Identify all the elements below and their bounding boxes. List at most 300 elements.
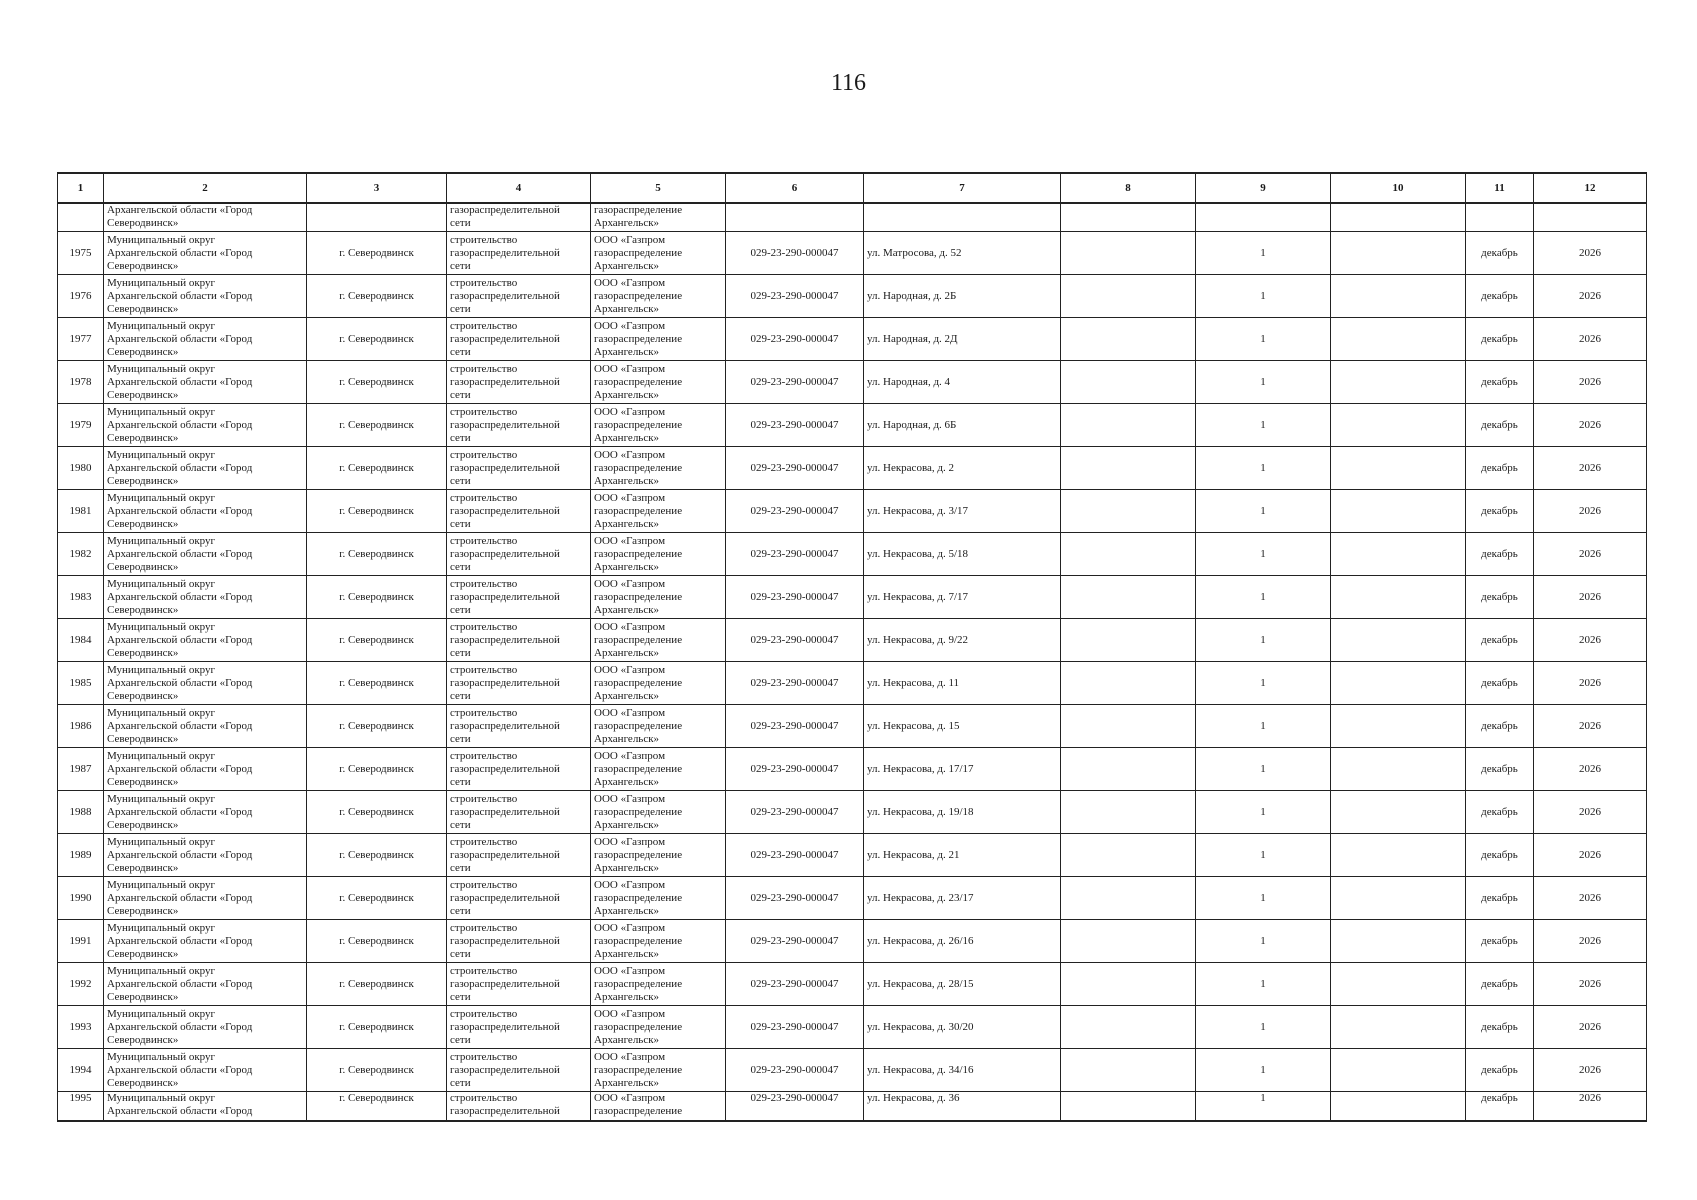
- cell-col-6: 029-23-290-000047: [726, 963, 864, 1006]
- cell-col-12: 2026: [1534, 619, 1647, 662]
- cell-col-3: г. Северодвинск: [307, 447, 447, 490]
- table-row: [58, 1049, 1647, 1092]
- cell-col-6: 029-23-290-000047: [726, 447, 864, 490]
- table-row: [58, 662, 1647, 705]
- cell-col-11: декабрь: [1466, 705, 1534, 748]
- cell-col-9: 1: [1196, 404, 1331, 447]
- cell-col-12: 2026: [1534, 791, 1647, 834]
- cell-col-2: Муниципальный округ Архангельской области «Город Северодвинск»: [104, 361, 307, 404]
- cell-col-12: 2026: [1534, 275, 1647, 318]
- continued-cell-8: [1061, 203, 1196, 232]
- cell-col-12: 2026: [1534, 1049, 1647, 1092]
- cell-col-9: 1: [1196, 877, 1331, 920]
- cell-col-10: [1331, 404, 1466, 447]
- cell-col-11: декабрь: [1466, 963, 1534, 1006]
- cell-col-4: строительство газораспределительной сети: [447, 1049, 591, 1092]
- cell-col-4: строительство газораспределительной сети: [447, 361, 591, 404]
- cell-col-3: г. Северодвинск: [307, 576, 447, 619]
- cell-col-1: 1986: [58, 705, 104, 748]
- column-header-4: 4: [447, 173, 591, 203]
- cell-col-6: 029-23-290-000047: [726, 791, 864, 834]
- cell-col-5: ООО «Газпром газораспределение: [591, 1092, 726, 1122]
- cell-col-8: [1061, 533, 1196, 576]
- cell-col-8: [1061, 275, 1196, 318]
- cell-col-11: декабрь: [1466, 662, 1534, 705]
- cell-col-10: [1331, 920, 1466, 963]
- cell-col-5: ООО «Газпром газораспределение Архангельск»: [591, 275, 726, 318]
- cell-col-9: 1: [1196, 533, 1331, 576]
- cell-col-11: декабрь: [1466, 834, 1534, 877]
- cell-col-6: 029-23-290-000047: [726, 705, 864, 748]
- cell-col-12: 2026: [1534, 576, 1647, 619]
- cell-col-9: 1: [1196, 318, 1331, 361]
- cell-col-10: [1331, 318, 1466, 361]
- cell-col-4: строительство газораспределительной сети: [447, 318, 591, 361]
- cell-col-8: [1061, 963, 1196, 1006]
- cell-col-8: [1061, 920, 1196, 963]
- column-header-3: 3: [307, 173, 447, 203]
- table-row: [58, 404, 1647, 447]
- cell-col-11: декабрь: [1466, 920, 1534, 963]
- cell-col-12: 2026: [1534, 705, 1647, 748]
- cell-col-2: Муниципальный округ Архангельской области «Город Северодвинск»: [104, 791, 307, 834]
- cell-col-11: декабрь: [1466, 318, 1534, 361]
- cell-col-6: 029-23-290-000047: [726, 1092, 864, 1122]
- table-row: [58, 619, 1647, 662]
- cell-col-1: 1988: [58, 791, 104, 834]
- table-row: [58, 275, 1647, 318]
- cell-col-10: [1331, 1049, 1466, 1092]
- cell-col-2: Муниципальный округ Архангельской области «Город Северодвинск»: [104, 1006, 307, 1049]
- cell-col-1: 1979: [58, 404, 104, 447]
- cell-col-2: Муниципальный округ Архангельской области «Город Северодвинск»: [104, 447, 307, 490]
- cell-col-5: ООО «Газпром газораспределение Архангельск»: [591, 662, 726, 705]
- cell-col-5: ООО «Газпром газораспределение Архангельск»: [591, 361, 726, 404]
- table-row: [58, 834, 1647, 877]
- cell-col-2: Муниципальный округ Архангельской области «Город Северодвинск»: [104, 490, 307, 533]
- cell-col-12: 2026: [1534, 877, 1647, 920]
- cell-col-10: [1331, 662, 1466, 705]
- cell-col-6: 029-23-290-000047: [726, 662, 864, 705]
- column-header-11: 11: [1466, 173, 1534, 203]
- cell-col-4: строительство газораспределительной сети: [447, 404, 591, 447]
- cell-col-3: г. Северодвинск: [307, 1049, 447, 1092]
- cell-col-7: ул. Некрасова, д. 23/17: [864, 877, 1061, 920]
- cell-col-7: ул. Некрасова, д. 26/16: [864, 920, 1061, 963]
- cell-col-8: [1061, 1006, 1196, 1049]
- cell-col-6: 029-23-290-000047: [726, 920, 864, 963]
- cell-col-12: 2026: [1534, 1092, 1647, 1122]
- cell-col-2: Муниципальный округ Архангельской области «Город Северодвинск»: [104, 920, 307, 963]
- cell-col-4: строительство газораспределительной сети: [447, 275, 591, 318]
- column-header-1: 1: [58, 173, 104, 203]
- cell-col-1: 1992: [58, 963, 104, 1006]
- cell-col-9: 1: [1196, 275, 1331, 318]
- column-header-8: 8: [1061, 173, 1196, 203]
- cell-col-11: декабрь: [1466, 576, 1534, 619]
- cell-col-8: [1061, 404, 1196, 447]
- continued-cell-7: [864, 203, 1061, 232]
- cell-col-2: Муниципальный округ Архангельской области «Город Северодвинск»: [104, 576, 307, 619]
- cell-col-8: [1061, 1049, 1196, 1092]
- cell-col-6: 029-23-290-000047: [726, 877, 864, 920]
- cell-col-10: [1331, 619, 1466, 662]
- cell-col-7: ул. Некрасова, д. 2: [864, 447, 1061, 490]
- cell-col-10: [1331, 533, 1466, 576]
- cell-col-4: строительство газораспределительной сети: [447, 576, 591, 619]
- cell-col-7: ул. Народная, д. 2Б: [864, 275, 1061, 318]
- cell-col-12: 2026: [1534, 662, 1647, 705]
- cell-col-11: декабрь: [1466, 877, 1534, 920]
- cell-col-4: строительство газораспределительной сети: [447, 447, 591, 490]
- cell-col-1: 1995: [58, 1092, 104, 1122]
- cell-col-1: 1984: [58, 619, 104, 662]
- cell-col-7: ул. Матросова, д. 52: [864, 232, 1061, 275]
- register-table: [57, 172, 1647, 1122]
- cell-col-11: декабрь: [1466, 275, 1534, 318]
- cell-col-4: строительство газораспределительной сети: [447, 920, 591, 963]
- cell-col-10: [1331, 877, 1466, 920]
- cell-col-11: декабрь: [1466, 1092, 1534, 1122]
- cell-col-10: [1331, 834, 1466, 877]
- cell-col-10: [1331, 275, 1466, 318]
- cell-col-9: 1: [1196, 834, 1331, 877]
- cell-col-9: 1: [1196, 490, 1331, 533]
- cell-col-5: ООО «Газпром газораспределение Архангельск»: [591, 1006, 726, 1049]
- cell-col-5: ООО «Газпром газораспределение Архангельск»: [591, 1049, 726, 1092]
- cell-col-9: 1: [1196, 748, 1331, 791]
- cell-col-6: 029-23-290-000047: [726, 404, 864, 447]
- cell-col-3: г. Северодвинск: [307, 533, 447, 576]
- cell-col-1: 1975: [58, 232, 104, 275]
- cell-col-9: 1: [1196, 1092, 1331, 1122]
- cell-col-3: г. Северодвинск: [307, 232, 447, 275]
- cell-col-2: Муниципальный округ Архангельской области «Город Северодвинск»: [104, 834, 307, 877]
- cell-col-2: Муниципальный округ Архангельской области «Город Северодвинск»: [104, 1049, 307, 1092]
- cell-col-1: 1982: [58, 533, 104, 576]
- cell-col-6: 029-23-290-000047: [726, 1006, 864, 1049]
- cell-col-6: 029-23-290-000047: [726, 533, 864, 576]
- cell-col-6: 029-23-290-000047: [726, 490, 864, 533]
- table-row: [58, 576, 1647, 619]
- cell-col-8: [1061, 576, 1196, 619]
- cell-col-8: [1061, 490, 1196, 533]
- cell-col-3: г. Северодвинск: [307, 963, 447, 1006]
- cell-col-5: ООО «Газпром газораспределение Архангельск»: [591, 748, 726, 791]
- cell-col-7: ул. Некрасова, д. 3/17: [864, 490, 1061, 533]
- table-row: [58, 920, 1647, 963]
- cell-col-7: ул. Некрасова, д. 17/17: [864, 748, 1061, 791]
- continued-cell-1: [58, 203, 104, 232]
- cell-col-11: декабрь: [1466, 1006, 1534, 1049]
- column-header-10: 10: [1331, 173, 1466, 203]
- cell-col-5: ООО «Газпром газораспределение Архангельск»: [591, 447, 726, 490]
- cell-col-3: г. Северодвинск: [307, 361, 447, 404]
- cell-col-3: г. Северодвинск: [307, 275, 447, 318]
- cell-col-5: ООО «Газпром газораспределение Архангельск»: [591, 877, 726, 920]
- cell-col-8: [1061, 361, 1196, 404]
- cell-col-10: [1331, 705, 1466, 748]
- cell-col-4: строительство газораспределительной сети: [447, 877, 591, 920]
- cell-col-3: г. Северодвинск: [307, 877, 447, 920]
- cell-col-9: 1: [1196, 662, 1331, 705]
- cell-col-9: 1: [1196, 920, 1331, 963]
- cell-col-6: 029-23-290-000047: [726, 275, 864, 318]
- cell-col-11: декабрь: [1466, 748, 1534, 791]
- cell-col-8: [1061, 662, 1196, 705]
- cell-col-1: 1985: [58, 662, 104, 705]
- cell-col-9: 1: [1196, 447, 1331, 490]
- cell-col-5: ООО «Газпром газораспределение Архангельск»: [591, 576, 726, 619]
- cell-col-6: 029-23-290-000047: [726, 1049, 864, 1092]
- cell-col-2: Муниципальный округ Архангельской области «Город Северодвинск»: [104, 232, 307, 275]
- page-number: 116: [830, 70, 867, 96]
- cell-col-8: [1061, 318, 1196, 361]
- continued-cell-3: [307, 203, 447, 232]
- cell-col-1: 1983: [58, 576, 104, 619]
- table-row: [58, 1006, 1647, 1049]
- cell-col-8: [1061, 748, 1196, 791]
- cell-col-5: ООО «Газпром газораспределение Архангельск»: [591, 705, 726, 748]
- cell-col-10: [1331, 576, 1466, 619]
- table-row: [58, 791, 1647, 834]
- cell-col-9: 1: [1196, 963, 1331, 1006]
- cell-col-8: [1061, 447, 1196, 490]
- cell-col-12: 2026: [1534, 361, 1647, 404]
- cell-col-2: Муниципальный округ Архангельской области «Город Северодвинск»: [104, 705, 307, 748]
- cell-col-5: ООО «Газпром газораспределение Архангельск»: [591, 404, 726, 447]
- cell-col-2: Муниципальный округ Архангельской области «Город: [104, 1092, 307, 1122]
- cell-col-3: г. Северодвинск: [307, 404, 447, 447]
- cell-col-11: декабрь: [1466, 1049, 1534, 1092]
- cell-col-4: строительство газораспределительной: [447, 1092, 591, 1122]
- cell-col-8: [1061, 1092, 1196, 1122]
- cell-col-2: Муниципальный округ Архангельской области «Город Северодвинск»: [104, 748, 307, 791]
- cell-col-7: ул. Народная, д. 4: [864, 361, 1061, 404]
- cell-col-7: ул. Народная, д. 2Д: [864, 318, 1061, 361]
- cell-col-5: ООО «Газпром газораспределение Архангельск»: [591, 834, 726, 877]
- cell-col-7: ул. Некрасова, д. 5/18: [864, 533, 1061, 576]
- cell-col-3: г. Северодвинск: [307, 748, 447, 791]
- cell-col-6: 029-23-290-000047: [726, 619, 864, 662]
- continued-row: [58, 203, 1647, 232]
- table-row: [58, 877, 1647, 920]
- cell-col-11: декабрь: [1466, 447, 1534, 490]
- continued-cell-12: [1534, 203, 1647, 232]
- cell-col-9: 1: [1196, 1049, 1331, 1092]
- table-row: [58, 963, 1647, 1006]
- cell-col-12: 2026: [1534, 533, 1647, 576]
- cell-col-1: 1989: [58, 834, 104, 877]
- cell-col-6: 029-23-290-000047: [726, 318, 864, 361]
- cell-col-10: [1331, 1006, 1466, 1049]
- cell-col-8: [1061, 834, 1196, 877]
- cell-col-8: [1061, 705, 1196, 748]
- cell-col-3: г. Северодвинск: [307, 834, 447, 877]
- cell-col-2: Муниципальный округ Архангельской области «Город Северодвинск»: [104, 318, 307, 361]
- cell-col-7: ул. Некрасова, д. 9/22: [864, 619, 1061, 662]
- cell-col-6: 029-23-290-000047: [726, 232, 864, 275]
- cell-col-6: 029-23-290-000047: [726, 576, 864, 619]
- continued-cell-11: [1466, 203, 1534, 232]
- cell-col-4: строительство газораспределительной сети: [447, 533, 591, 576]
- cell-col-12: 2026: [1534, 232, 1647, 275]
- cell-col-11: декабрь: [1466, 533, 1534, 576]
- cell-col-1: 1987: [58, 748, 104, 791]
- cell-col-4: строительство газораспределительной сети: [447, 705, 591, 748]
- cell-col-4: строительство газораспределительной сети: [447, 834, 591, 877]
- cell-col-4: строительство газораспределительной сети: [447, 490, 591, 533]
- cell-col-3: г. Северодвинск: [307, 490, 447, 533]
- cell-col-5: ООО «Газпром газораспределение Архангельск»: [591, 318, 726, 361]
- cell-col-4: строительство газораспределительной сети: [447, 232, 591, 275]
- cell-col-7: ул. Некрасова, д. 15: [864, 705, 1061, 748]
- cell-col-10: [1331, 361, 1466, 404]
- cell-col-1: 1976: [58, 275, 104, 318]
- continued-cell-5: газораспределение Архангельск»: [591, 203, 726, 232]
- cell-col-9: 1: [1196, 619, 1331, 662]
- table-row: [58, 232, 1647, 275]
- cell-col-12: 2026: [1534, 447, 1647, 490]
- cell-col-3: г. Северодвинск: [307, 791, 447, 834]
- table-row: [58, 361, 1647, 404]
- cell-col-1: 1981: [58, 490, 104, 533]
- cell-col-11: декабрь: [1466, 361, 1534, 404]
- cell-col-3: г. Северодвинск: [307, 1092, 447, 1122]
- column-header-7: 7: [864, 173, 1061, 203]
- cell-col-5: ООО «Газпром газораспределение Архангельск»: [591, 619, 726, 662]
- cell-col-5: ООО «Газпром газораспределение Архангельск»: [591, 232, 726, 275]
- cell-col-3: г. Северодвинск: [307, 705, 447, 748]
- cell-col-7: ул. Народная, д. 6Б: [864, 404, 1061, 447]
- table-row: [58, 490, 1647, 533]
- continued-cell-6: [726, 203, 864, 232]
- cell-col-11: декабрь: [1466, 619, 1534, 662]
- cell-col-10: [1331, 447, 1466, 490]
- cell-col-10: [1331, 232, 1466, 275]
- cell-col-12: 2026: [1534, 963, 1647, 1006]
- cell-col-1: 1990: [58, 877, 104, 920]
- cell-col-9: 1: [1196, 361, 1331, 404]
- cell-col-10: [1331, 490, 1466, 533]
- cell-col-7: ул. Некрасова, д. 11: [864, 662, 1061, 705]
- cell-col-7: ул. Некрасова, д. 19/18: [864, 791, 1061, 834]
- cell-col-7: ул. Некрасова, д. 7/17: [864, 576, 1061, 619]
- cell-col-8: [1061, 619, 1196, 662]
- table-body: [58, 203, 1647, 1121]
- header-row: [58, 173, 1647, 203]
- cell-col-4: строительство газораспределительной сети: [447, 662, 591, 705]
- cell-col-7: ул. Некрасова, д. 21: [864, 834, 1061, 877]
- cell-col-2: Муниципальный округ Архангельской области «Город Северодвинск»: [104, 275, 307, 318]
- cell-col-9: 1: [1196, 1006, 1331, 1049]
- cell-col-9: 1: [1196, 791, 1331, 834]
- cell-col-10: [1331, 748, 1466, 791]
- cell-col-2: Муниципальный округ Архангельской области «Город Северодвинск»: [104, 404, 307, 447]
- cell-col-5: ООО «Газпром газораспределение Архангельск»: [591, 963, 726, 1006]
- cell-col-12: 2026: [1534, 490, 1647, 533]
- cell-col-4: строительство газораспределительной сети: [447, 748, 591, 791]
- cell-col-5: ООО «Газпром газораспределение Архангельск»: [591, 791, 726, 834]
- cell-col-12: 2026: [1534, 1006, 1647, 1049]
- cell-col-6: 029-23-290-000047: [726, 748, 864, 791]
- cell-col-10: [1331, 1092, 1466, 1122]
- continued-cell-2: Архангельской области «Город Северодвинск»: [104, 203, 307, 232]
- cell-col-4: строительство газораспределительной сети: [447, 1006, 591, 1049]
- continued-cell-10: [1331, 203, 1466, 232]
- cell-col-10: [1331, 963, 1466, 1006]
- cell-col-6: 029-23-290-000047: [726, 834, 864, 877]
- cell-col-2: Муниципальный округ Архангельской области «Город Северодвинск»: [104, 619, 307, 662]
- cell-col-12: 2026: [1534, 834, 1647, 877]
- cell-col-3: г. Северодвинск: [307, 318, 447, 361]
- column-header-9: 9: [1196, 173, 1331, 203]
- cell-col-1: 1991: [58, 920, 104, 963]
- cell-col-9: 1: [1196, 576, 1331, 619]
- cell-col-3: г. Северодвинск: [307, 920, 447, 963]
- cell-col-11: декабрь: [1466, 791, 1534, 834]
- cell-col-3: г. Северодвинск: [307, 619, 447, 662]
- continued-cell-4: газораспределительной сети: [447, 203, 591, 232]
- continued-cell-9: [1196, 203, 1331, 232]
- column-header-12: 12: [1534, 173, 1647, 203]
- cell-col-4: строительство газораспределительной сети: [447, 619, 591, 662]
- cell-col-1: 1993: [58, 1006, 104, 1049]
- cell-col-12: 2026: [1534, 318, 1647, 361]
- table-row: [58, 447, 1647, 490]
- cell-col-8: [1061, 877, 1196, 920]
- cell-col-5: ООО «Газпром газораспределение Архангельск»: [591, 490, 726, 533]
- cell-col-2: Муниципальный округ Архангельской области «Город Северодвинск»: [104, 662, 307, 705]
- cell-col-1: 1980: [58, 447, 104, 490]
- cell-col-2: Муниципальный округ Архангельской области «Город Северодвинск»: [104, 533, 307, 576]
- cell-col-3: г. Северодвинск: [307, 662, 447, 705]
- cell-col-12: 2026: [1534, 748, 1647, 791]
- cell-col-2: Муниципальный округ Архангельской области «Город Северодвинск»: [104, 963, 307, 1006]
- cell-col-11: декабрь: [1466, 404, 1534, 447]
- cell-col-3: г. Северодвинск: [307, 1006, 447, 1049]
- cell-col-11: декабрь: [1466, 232, 1534, 275]
- cell-col-8: [1061, 232, 1196, 275]
- cell-col-10: [1331, 791, 1466, 834]
- table-row: [58, 1092, 1647, 1122]
- cell-col-12: 2026: [1534, 404, 1647, 447]
- cell-col-1: 1994: [58, 1049, 104, 1092]
- table-row: [58, 748, 1647, 791]
- cell-col-11: декабрь: [1466, 490, 1534, 533]
- column-header-5: 5: [591, 173, 726, 203]
- cell-col-1: 1978: [58, 361, 104, 404]
- cell-col-5: ООО «Газпром газораспределение Архангельск»: [591, 533, 726, 576]
- cell-col-7: ул. Некрасова, д. 34/16: [864, 1049, 1061, 1092]
- table-row: [58, 533, 1647, 576]
- cell-col-7: ул. Некрасова, д. 30/20: [864, 1006, 1061, 1049]
- cell-col-5: ООО «Газпром газораспределение Архангельск»: [591, 920, 726, 963]
- cell-col-1: 1977: [58, 318, 104, 361]
- cell-col-9: 1: [1196, 232, 1331, 275]
- cell-col-7: ул. Некрасова, д. 36: [864, 1092, 1061, 1122]
- column-header-6: 6: [726, 173, 864, 203]
- cell-col-12: 2026: [1534, 920, 1647, 963]
- cell-col-4: строительство газораспределительной сети: [447, 963, 591, 1006]
- table-row: [58, 318, 1647, 361]
- cell-col-8: [1061, 791, 1196, 834]
- cell-col-6: 029-23-290-000047: [726, 361, 864, 404]
- cell-col-4: строительство газораспределительной сети: [447, 791, 591, 834]
- table-row: [58, 705, 1647, 748]
- column-header-2: 2: [104, 173, 307, 203]
- cell-col-7: ул. Некрасова, д. 28/15: [864, 963, 1061, 1006]
